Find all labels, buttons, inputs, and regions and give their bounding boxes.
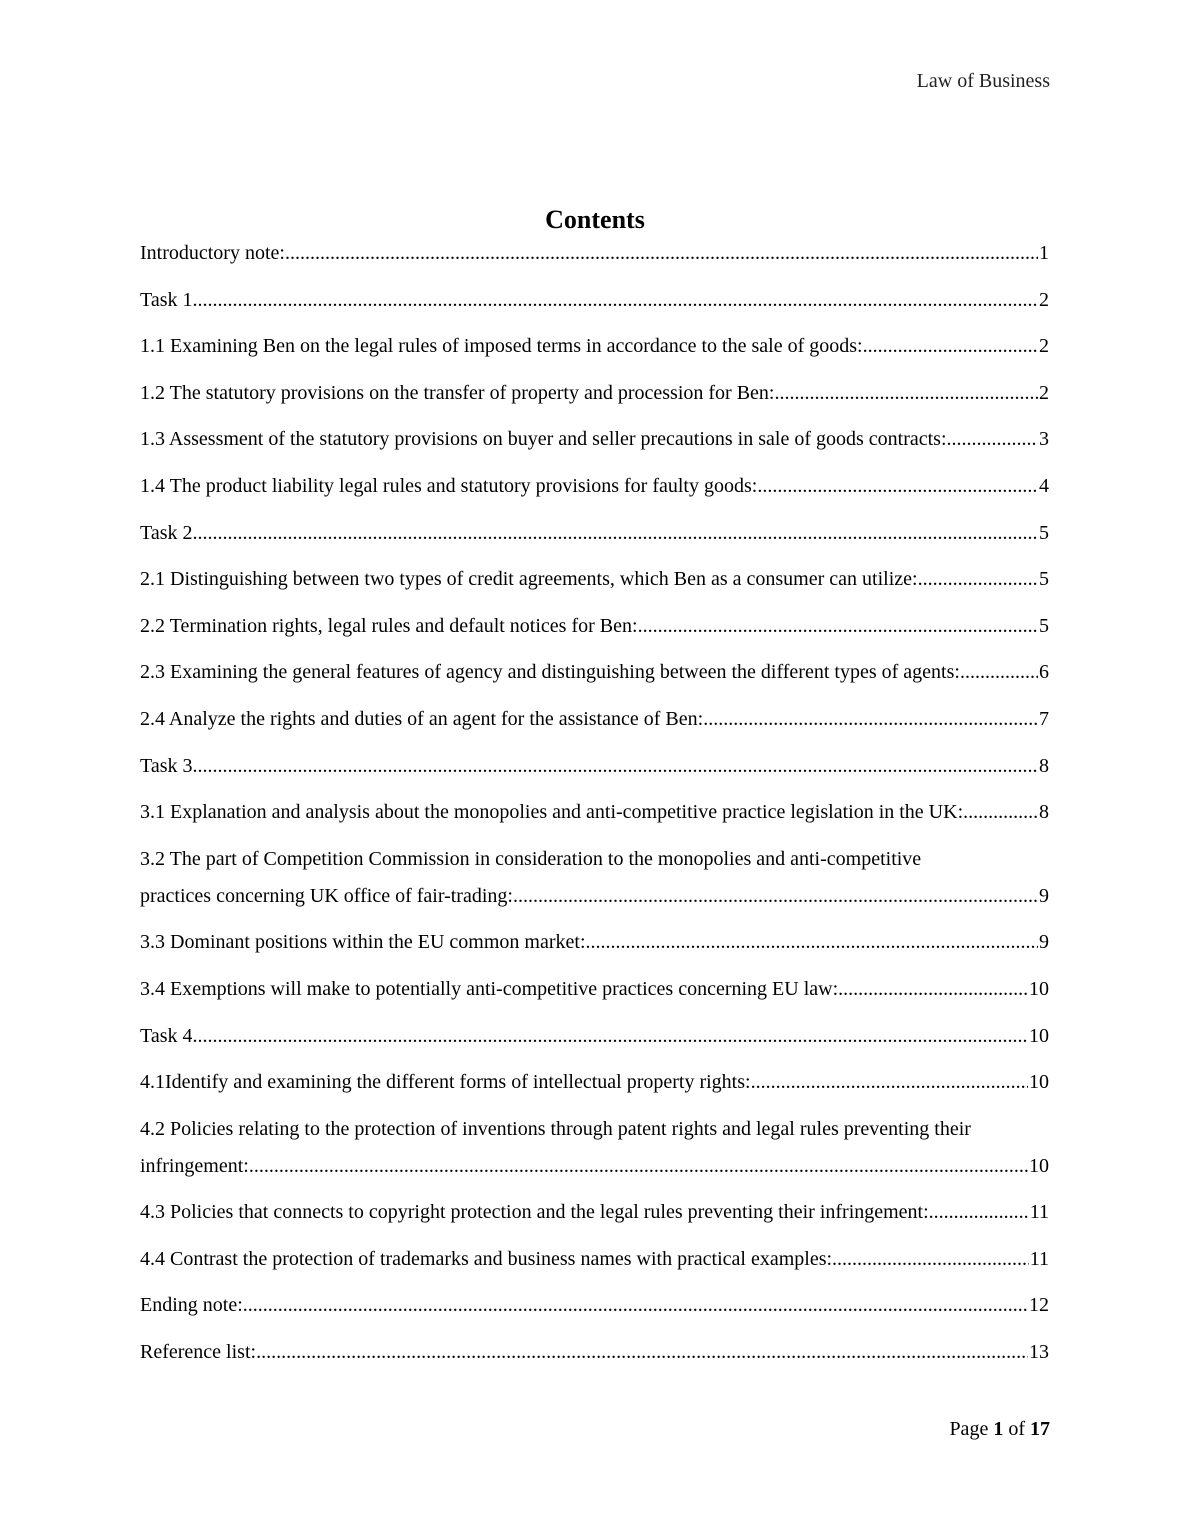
toc-entry-title: 4.3 Policies that connects to copyright protection and the legal rules preventing their infringement: [140,1201,929,1224]
toc-entry-title: 2.1 Distinguishing between two types of credit agreements, which Ben as a consumer can utilize: [140,568,918,591]
toc-entry-title: 4.4 Contrast the protection of trademarks and business names with practical examples: [140,1247,833,1270]
toc-entry-title: 3.3 Dominant positions within the EU common market: [140,931,586,954]
toc-entry-1-3[interactable] [140,424,1049,454]
toc-entry-title: 1.3 Assessment of the statutory provisions on buyer and seller precautions in sale of goods contracts: [140,428,947,451]
toc-entry-2-2[interactable] [140,611,1049,641]
page-footer [949,1418,1050,1441]
toc-page-number: 8 [1039,754,1049,777]
of-label: of [1008,1418,1025,1440]
toc-page-number: 9 [1039,931,1049,954]
toc-entry-title: Task 4 [140,1024,193,1047]
toc-entry-title-line-1: 4.2 Policies relating to the protection of inventions through patent rights and legal rules preventing their [140,1117,971,1140]
toc-page-number: 2 [1039,381,1049,404]
toc-page-number: 9 [1039,884,1049,907]
toc-entry-3-4[interactable] [140,974,1049,1004]
toc-page-number: 10 [1029,1071,1049,1094]
toc-page-number: 5 [1039,568,1049,591]
toc-page-number: 11 [1029,1247,1049,1270]
toc-entry-reference-list[interactable] [140,1337,1049,1367]
toc-entry-4-2[interactable] [140,1114,1049,1181]
toc-entry-task-4[interactable] [140,1021,1049,1051]
toc-entry-2-1[interactable] [140,564,1049,594]
toc-entry-title: 2.2 Termination rights, legal rules and default notices for Ben: [140,614,638,637]
toc-page-number: 10 [1029,1024,1049,1047]
toc-dot-leader [243,1290,1028,1320]
toc-page-number: 2 [1039,288,1049,311]
running-header: Law of Business [916,70,1050,92]
toc-entry-title: Task 3 [140,754,193,777]
toc-entry-introductory-note[interactable] [140,238,1049,268]
toc-dot-leader [703,704,1038,734]
toc-dot-leader [192,751,1038,781]
toc-entry-task-3[interactable] [140,751,1049,781]
toc-entry-2-3[interactable] [140,657,1049,687]
toc-entry-1-2[interactable] [140,378,1049,408]
toc-entry-title-line-2: infringement: [140,1154,249,1177]
toc-entry-3-1[interactable] [140,797,1049,827]
toc-dot-leader [285,238,1038,268]
table-of-contents [140,238,1049,1384]
toc-entry-4-4[interactable] [140,1244,1049,1274]
toc-entry-title-line-2: practices concerning UK office of fair-trading: [140,884,513,907]
toc-entry-title: 1.1 Examining Ben on the legal rules of imposed terms in accordance to the sale of goods: [140,335,863,358]
toc-entry-3-2[interactable] [140,844,1049,911]
toc-page-number: 5 [1039,521,1049,544]
toc-entry-title: 2.4 Analyze the rights and duties of an agent for the assistance of Ben: [140,707,704,730]
toc-page-number: 4 [1039,474,1049,497]
toc-entry-title: 3.1 Explanation and analysis about the monopolies and anti-competitive practice legislation in the UK: [140,801,964,824]
toc-dot-leader [947,424,1038,454]
total-pages-number: 17 [1030,1418,1050,1440]
toc-entry-title: Task 1 [140,288,193,311]
toc-entry-title: 2.3 Examining the general features of agency and distinguishing between the different types of agents: [140,661,960,684]
toc-entry-4-3[interactable] [140,1197,1049,1227]
toc-page-number: 12 [1029,1294,1049,1317]
toc-dot-leader [757,471,1038,501]
toc-entry-title: 4.1Identify and examining the different forms of intellectual property rights: [140,1071,751,1094]
toc-page-number: 7 [1039,707,1049,730]
toc-entry-title: Reference list: [140,1341,257,1364]
toc-entry-2-4[interactable] [140,704,1049,734]
toc-entry-title: Introductory note: [140,242,285,264]
toc-title: Contents [545,205,645,234]
toc-dot-leader [192,518,1038,548]
toc-dot-leader [256,1337,1028,1367]
toc-dot-leader [192,285,1038,315]
toc-entry-title-line-1: 3.2 The part of Competition Commission in consideration to the monopolies and anti-competitive [140,847,922,870]
toc-dot-leader [838,974,1028,1004]
toc-dot-leader [775,378,1039,408]
toc-page-number: 13 [1029,1341,1049,1364]
toc-dot-leader [249,1151,1028,1181]
page-label: Page [949,1418,989,1440]
toc-page-number: 5 [1039,614,1049,637]
toc-entry-1-4[interactable] [140,471,1049,501]
toc-entry-title: 3.4 Exemptions will make to potentially anti-competitive practices concerning EU law: [140,977,839,1000]
toc-dot-leader [929,1197,1029,1227]
toc-entry-1-1[interactable] [140,331,1049,361]
toc-entry-task-2[interactable] [140,518,1049,548]
toc-dot-leader [638,611,1038,641]
toc-dot-leader [863,331,1038,361]
current-page-number: 1 [993,1418,1004,1440]
toc-entry-ending-note[interactable] [140,1290,1049,1320]
toc-page-number: 3 [1039,428,1049,451]
toc-page-number: 10 [1029,977,1049,1000]
toc-page-number: 1 [1039,242,1049,264]
toc-page-number: 8 [1039,801,1049,824]
toc-entry-title: 1.4 The product liability legal rules and statutory provisions for faulty goods: [140,474,758,497]
toc-dot-leader [751,1067,1028,1097]
toc-dot-leader [960,657,1038,687]
toc-dot-leader [586,927,1038,957]
toc-page-number: 11 [1029,1201,1049,1224]
toc-dot-leader [192,1021,1028,1051]
toc-page-number: 2 [1039,335,1049,358]
toc-page-number: 6 [1039,661,1049,684]
toc-dot-leader [918,564,1038,594]
toc-page-number: 10 [1029,1154,1049,1177]
toc-entry-3-3[interactable] [140,927,1049,957]
toc-entry-title: Ending note: [140,1294,243,1317]
toc-dot-leader [513,881,1038,911]
toc-dot-leader [832,1244,1029,1274]
toc-entry-title: Task 2 [140,521,193,544]
toc-entry-title: 1.2 The statutory provisions on the transfer of property and procession for Ben: [140,381,775,404]
toc-entry-task-1[interactable] [140,285,1049,315]
toc-entry-4-1[interactable] [140,1067,1049,1097]
toc-dot-leader [963,797,1038,827]
